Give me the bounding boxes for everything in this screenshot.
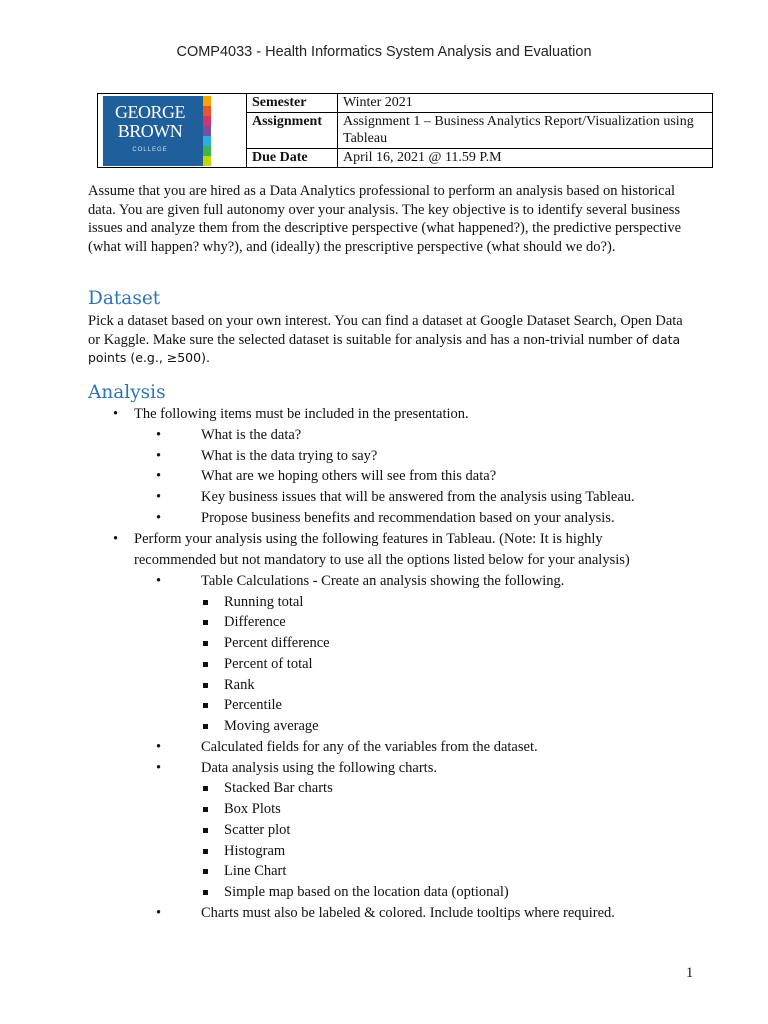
logo-stripe bbox=[203, 106, 211, 116]
dataset-heading: Dataset bbox=[88, 288, 161, 309]
list-item: • Table Calculations - Create an analysis showing the following. bbox=[156, 573, 565, 589]
assignment-info-table bbox=[97, 93, 713, 168]
logo-cell bbox=[98, 94, 247, 168]
page-number: 1 bbox=[686, 965, 694, 981]
list-item: Line Chart bbox=[0, 861, 768, 881]
list-item: • What is the data trying to say? bbox=[156, 448, 378, 464]
list-item: • What are we hoping others will see from this data? bbox=[156, 468, 497, 484]
logo-stripe bbox=[203, 156, 211, 166]
list-item: Rank bbox=[0, 675, 768, 695]
list-item: Percent difference bbox=[0, 633, 768, 653]
list-item: Box Plots bbox=[0, 799, 768, 819]
logo-stripe bbox=[203, 116, 211, 126]
due-date-label: Due Date bbox=[247, 149, 338, 168]
list-item-continuation: recommended but not mandatory to use all the options listed below for your analysis) bbox=[134, 552, 630, 568]
logo-line-3: COLLEGE bbox=[132, 147, 168, 153]
page-header: COMP4033 - Health Informatics System Analysis and Evaluation bbox=[176, 44, 592, 60]
semester-label: Semester bbox=[247, 94, 338, 113]
george-brown-logo bbox=[103, 96, 211, 166]
dataset-text: Pick a dataset based on your own interest. You can find a dataset at Google Dataset Search, Open Data or Kaggle. Make sure the selected dataset is suitable for analysis and has a non-trivial number bbox=[88, 313, 683, 348]
semester-value: Winter 2021 bbox=[338, 94, 713, 113]
list-item: Difference bbox=[0, 612, 768, 632]
list-item: • What is the data? bbox=[156, 427, 302, 443]
list-item: Running total bbox=[0, 592, 768, 612]
due-date-value: April 16, 2021 @ 11.59 P.M bbox=[338, 149, 713, 168]
list-item: Stacked Bar charts bbox=[0, 778, 768, 798]
list-item: • The following items must be included in the presentation. bbox=[113, 406, 469, 422]
assignment-label: Assignment bbox=[247, 112, 338, 148]
dataset-text-tail: of data points (e.g., ≥500). bbox=[88, 331, 681, 365]
list-item: • Propose business benefits and recommendation based on your analysis. bbox=[156, 510, 615, 526]
list-item: Percent of total bbox=[0, 654, 768, 674]
list-item: Scatter plot bbox=[0, 820, 768, 840]
list-item: • Data analysis using the following charts. bbox=[156, 760, 437, 776]
logo-line-1: GEORGE bbox=[115, 102, 185, 122]
list-item: Percentile bbox=[0, 695, 768, 715]
intro-paragraph: Assume that you are hired as a Data Analytics professional to perform an analysis based on historical data. You are given full autonomy over your analysis. The key objective is to identify several business issues and analyze them from the descriptive perspective (what happened?), the predictive perspective (what will happen? why?), and (ideally) the prescriptive perspective (what should we do?). bbox=[88, 183, 682, 255]
list-item: • Calculated fields for any of the variables from the dataset. bbox=[156, 739, 538, 755]
logo-line-2: BROWN bbox=[117, 121, 183, 141]
logo-stripe bbox=[203, 146, 211, 156]
list-item: • Perform your analysis using the following features in Tableau. (Note: It is highly bbox=[113, 531, 603, 547]
logo-stripe bbox=[203, 96, 211, 106]
list-item: Histogram bbox=[0, 841, 768, 861]
list-item: Moving average bbox=[0, 716, 768, 736]
analysis-heading: Analysis bbox=[88, 382, 166, 403]
list-item: • Charts must also be labeled & colored. Include tooltips where required. bbox=[156, 905, 615, 921]
logo-stripe bbox=[203, 136, 211, 146]
list-item: Simple map based on the location data (optional) bbox=[0, 882, 768, 902]
logo-text bbox=[107, 103, 193, 141]
list-item: • Key business issues that will be answered from the analysis using Tableau. bbox=[156, 489, 635, 505]
logo-stripe bbox=[203, 126, 211, 136]
dataset-paragraph bbox=[88, 312, 698, 368]
assignment-value: Assignment 1 – Business Analytics Report/Visualization using Tableau bbox=[338, 112, 713, 148]
